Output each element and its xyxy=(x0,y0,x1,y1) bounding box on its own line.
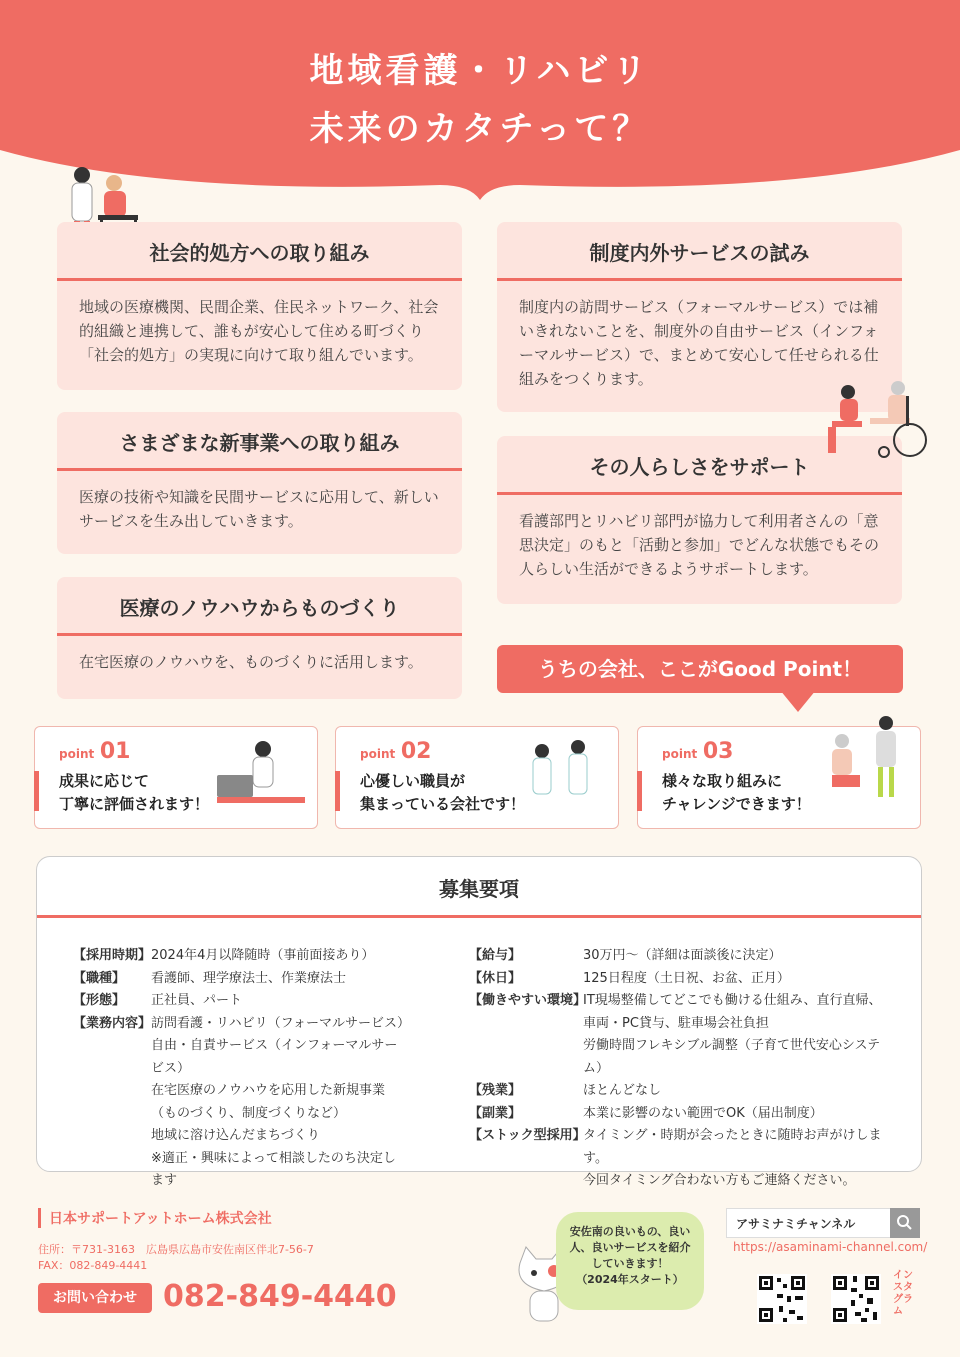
card-body: 制度内の訪問サービス（フォーマルサービス）では補いきれないことを、制度外の自由サービス（インフォーマルサービス）で、まとめて安心して任せられる仕組みをつくります。 xyxy=(519,298,879,388)
card-monozukuri xyxy=(57,577,462,699)
recruit-key xyxy=(73,1148,151,1193)
page-title xyxy=(0,42,960,158)
staff-illustration xyxy=(514,737,606,815)
recruit-row xyxy=(73,990,407,1013)
point-line-1: 様々な取り組みに xyxy=(662,772,783,790)
recruit-key xyxy=(469,1170,583,1193)
point-bar xyxy=(34,771,39,811)
bubble-line-3: していきます！ xyxy=(591,1257,669,1270)
recruit-row xyxy=(469,1035,889,1080)
point-line-2: 集まっている会社です！ xyxy=(360,795,526,813)
recruit-key: 【働きやすい環境】 xyxy=(469,993,587,1008)
recruit-value: 在宅医療のノウハウを応用した新規事業（ものづくり、制度づくりなど） xyxy=(151,1083,386,1121)
recruit-key: 【業務内容】 xyxy=(73,1015,152,1031)
point-label xyxy=(662,739,733,764)
card-body: 看護部門とリハビリ部門が協力して利用者さんの「意思決定」のもと「活動と参加」でどんな状態でもその人らしい生活ができるようサポートします。 xyxy=(519,512,880,578)
recruit-row xyxy=(73,1080,407,1125)
recruit-row xyxy=(469,1170,889,1193)
recruit-key: 【残業】 xyxy=(469,1083,522,1098)
recruit-row xyxy=(469,1103,889,1126)
recruit-row xyxy=(73,1035,407,1080)
recruit-row xyxy=(73,1013,410,1036)
card-title: 社会的処方への取り組み xyxy=(57,222,462,281)
phone-number[interactable]: 082-849-4440 xyxy=(163,1279,397,1314)
company-address-block xyxy=(38,1242,314,1274)
point-line-1: 成果に応じて xyxy=(59,772,150,790)
recruit-value: 125日程度（土日祝、お盆、正月） xyxy=(583,970,790,986)
card-title: その人らしさをサポート xyxy=(497,436,902,495)
point-prefix: point xyxy=(662,747,698,761)
point-number: 01 xyxy=(99,739,131,764)
recruit-value: 地域に溶け込んだまちづくり xyxy=(151,1128,320,1143)
recruit-key: 【休日】 xyxy=(469,970,522,986)
card-body: 在宅医療のノウハウを、ものづくりに活用します。 xyxy=(79,653,423,671)
bubble-line-2: 人、良いサービスを紹介 xyxy=(569,1241,691,1254)
company-name: 日本サポートアットホーム株式会社 xyxy=(38,1208,314,1228)
search-button[interactable] xyxy=(890,1208,920,1238)
point-text xyxy=(360,770,525,816)
qr-code-website[interactable] xyxy=(757,1274,807,1324)
recruit-row xyxy=(469,990,889,1035)
recruit-value: 本業に影響のない範囲でOK（届出制度） xyxy=(583,1105,823,1121)
bubble-line-1: 安佐南の良いもの、良い xyxy=(569,1225,691,1238)
recruit-key xyxy=(73,1080,151,1125)
card-new-business xyxy=(57,412,462,554)
recruit-row xyxy=(469,968,889,991)
recruit-key xyxy=(469,1035,583,1080)
contact-button[interactable]: お問い合わせ xyxy=(38,1283,152,1313)
recruit-row xyxy=(73,968,407,991)
point-label xyxy=(360,739,431,764)
card-title: さまざまな新事業への取り組み xyxy=(57,412,462,471)
website-url[interactable]: https://asaminami-channel.com/ xyxy=(733,1240,928,1254)
recruit-row xyxy=(73,1125,407,1148)
recruit-key xyxy=(73,1035,151,1080)
qr-code-instagram[interactable] xyxy=(831,1274,881,1324)
recruitment-title: 募集要項 xyxy=(37,857,921,918)
speech-bubble xyxy=(556,1212,704,1310)
point-card-01 xyxy=(34,726,318,829)
point-number: 03 xyxy=(702,739,734,764)
recruit-value: 看護師、理学療法士、作業療法士 xyxy=(151,970,347,986)
search-icon xyxy=(890,1208,920,1238)
point-number: 02 xyxy=(400,739,432,764)
recruit-value: タイミング・時期が会ったときに随時お声がけします。 xyxy=(583,1128,882,1166)
recruit-value: ほとんどなし xyxy=(583,1083,662,1098)
point-bar xyxy=(637,771,642,811)
recruit-key: 【給与】 xyxy=(469,948,522,963)
recruitment-section xyxy=(36,856,922,1188)
recruit-value: 今回タイミング合わない方もご連絡ください。 xyxy=(583,1173,856,1188)
laptop-worker-illustration xyxy=(217,739,309,809)
point-line-2: 丁寧に評価されます！ xyxy=(59,795,210,813)
card-body: 医療の技術や知識を民間サービスに応用して、新しいサービスを生み出していきます。 xyxy=(79,488,439,530)
recruitment-left-column xyxy=(73,945,410,1193)
title-line-2: 未来のカタチって？ xyxy=(309,109,651,149)
recruit-row xyxy=(73,1148,407,1193)
point-text xyxy=(59,770,209,816)
company-fax: FAX：082-849-4441 xyxy=(38,1259,148,1272)
recruit-row xyxy=(73,945,407,968)
rehab-wheelchair-illustration xyxy=(826,378,930,462)
recruit-value: 訪問看護・リハビリ（フォーマルサービス） xyxy=(151,1015,410,1031)
recruit-value: 2024年4月以降随時（事前面接あり） xyxy=(151,948,375,963)
recruit-row xyxy=(469,1125,889,1170)
recruit-key: 【ストック型採用】 xyxy=(469,1128,586,1143)
recruit-value: IT現場整備してどこでも働ける仕組み、直行直帰、車両・PC貸与、駐車場会社負担 xyxy=(583,993,882,1031)
recruit-key: 【形態】 xyxy=(73,993,126,1008)
company-info xyxy=(38,1208,314,1274)
card-title: 制度内外サービスの試み xyxy=(497,222,902,281)
instagram-label: インスタグラム xyxy=(893,1270,913,1317)
point-label xyxy=(59,739,130,764)
title-line-1: 地域看護・リハビリ xyxy=(309,51,651,91)
point-line-2: チャレンジできます！ xyxy=(662,795,811,813)
recruitment-right-column xyxy=(469,945,889,1193)
recruit-value: 自由・自責サービス（インフォーマルサービス） xyxy=(151,1038,398,1076)
point-prefix: point xyxy=(59,747,95,761)
search-box[interactable] xyxy=(726,1208,920,1238)
company-address: 住所：〒731-3163 広島県広島市安佐南区伴北7-56-7 xyxy=(38,1243,314,1256)
point-card-02 xyxy=(335,726,619,829)
good-point-tail xyxy=(780,690,816,712)
recruit-key: 【採用時期】 xyxy=(73,948,152,963)
point-text xyxy=(662,770,811,816)
recruit-value: 労働時間フレキシブル調整（子育て世代安心システム） xyxy=(583,1038,881,1076)
recruit-value: 正社員、パート xyxy=(151,993,243,1008)
recruit-value: ※適正・興味によって相談したのち決定します xyxy=(151,1150,396,1188)
recruit-row xyxy=(469,1080,889,1103)
point-line-1: 心優しい職員が xyxy=(360,772,466,790)
recruit-value: 30万円〜（詳細は面談後に決定） xyxy=(583,948,782,963)
recruit-row xyxy=(469,945,889,968)
header-banner xyxy=(0,0,960,200)
card-title: 医療のノウハウからものづくり xyxy=(57,577,462,636)
search-query[interactable]: アサミナミチャンネル xyxy=(736,1217,856,1231)
bubble-line-4: （2024年スタート） xyxy=(576,1273,684,1286)
recruit-key: 【副業】 xyxy=(469,1105,522,1121)
point-prefix: point xyxy=(360,747,396,761)
good-point-banner: うちの会社、ここがGood Point！ xyxy=(497,645,903,693)
recruit-key: 【職種】 xyxy=(73,970,126,986)
point-card-03 xyxy=(637,726,921,829)
card-body: 地域の医療機関、民間企業、住民ネットワーク、社会的組織と連携して、誰もが安心して住める町づくり「社会的処方」の実現に向けて取り組んでいます。 xyxy=(79,298,439,364)
point-bar xyxy=(335,771,340,811)
recruit-key xyxy=(73,1125,151,1148)
card-social-prescription xyxy=(57,222,462,390)
caregiver-illustration xyxy=(818,707,914,811)
